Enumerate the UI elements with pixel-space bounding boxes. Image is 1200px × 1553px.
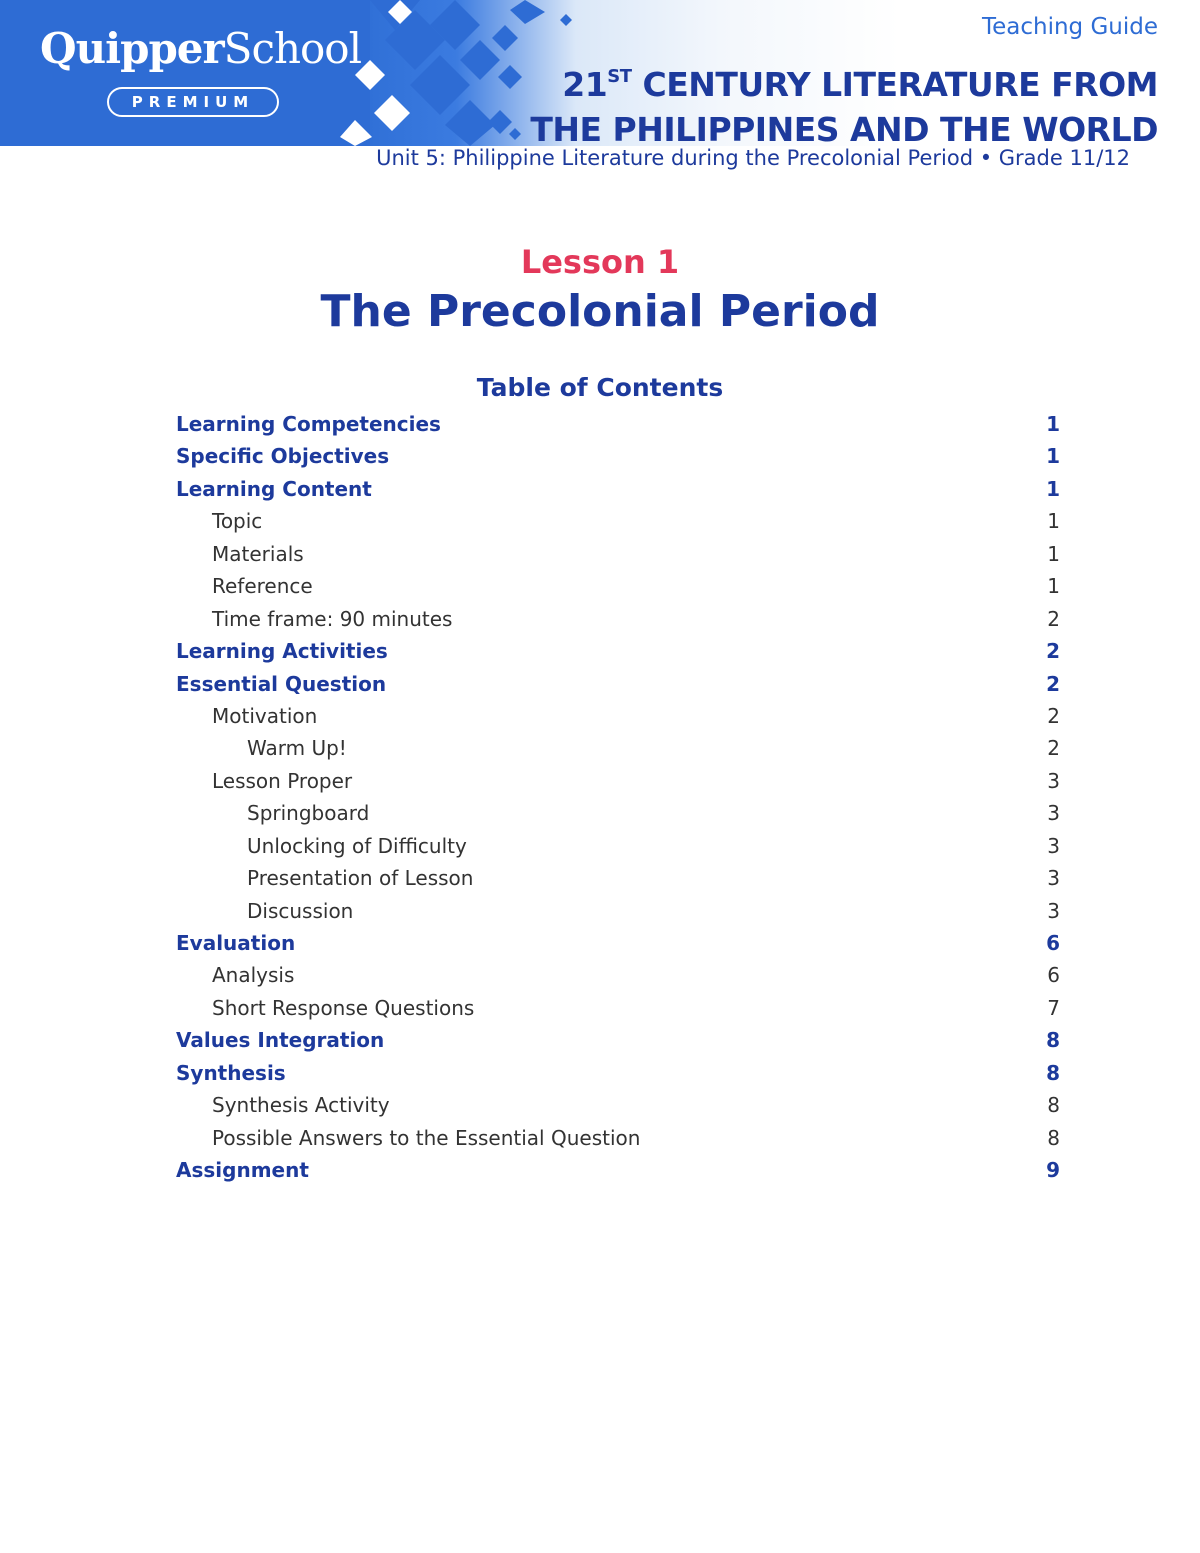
premium-badge: PREMIUM <box>107 87 279 117</box>
course-title-line2: THE PHILIPPINES AND THE WORLD <box>530 110 1158 146</box>
header-banner <box>0 0 1200 146</box>
toc-entry-title[interactable]: Learning Competencies <box>176 412 441 436</box>
course-title-ordinal-num: 21 <box>562 65 608 104</box>
toc-entry-title[interactable]: Discussion <box>247 898 354 923</box>
toc-heading: Table of Contents <box>476 373 724 402</box>
lesson-title: The Precolonial Period <box>320 286 880 337</box>
toc-entry-title[interactable]: Synthesis <box>176 1060 286 1085</box>
toc-entry-page[interactable]: 1 <box>1047 541 1060 566</box>
toc-entry-page[interactable]: 3 <box>1047 801 1060 826</box>
toc-entry-title[interactable]: Materials <box>212 541 304 566</box>
toc-entry-title[interactable]: Springboard <box>247 801 370 826</box>
toc-entry[interactable] <box>176 830 1060 862</box>
toc-entry[interactable] <box>176 538 1060 570</box>
toc-entry-page[interactable]: 1 <box>1046 476 1060 501</box>
toc-entry-page[interactable]: 9 <box>1046 1158 1060 1183</box>
toc-entry-title[interactable]: Unlocking of Difficulty <box>247 833 467 858</box>
toc-entry-title[interactable]: Assignment <box>176 1158 309 1183</box>
toc-entry[interactable] <box>176 440 1060 472</box>
toc-entry-page[interactable]: 1 <box>1046 444 1060 469</box>
toc-entry-page[interactable]: 3 <box>1047 898 1060 923</box>
toc-entry[interactable] <box>176 700 1060 732</box>
toc-entry-page[interactable]: 3 <box>1047 866 1060 891</box>
diamond-pattern-decoration <box>0 0 600 146</box>
course-title <box>530 54 1158 146</box>
toc-entry-title[interactable]: Specific Objectives <box>176 444 390 469</box>
logo-brand-bold: Quipper <box>40 24 224 73</box>
toc-entry-title[interactable]: Lesson Proper <box>212 768 353 793</box>
quipper-school-logo <box>40 24 361 73</box>
toc-entry[interactable] <box>176 603 1060 635</box>
table-of-contents <box>176 408 1060 1187</box>
toc-entry-title[interactable]: Presentation of Lesson <box>247 866 474 891</box>
lesson-number: Lesson 1 <box>520 243 680 281</box>
unit-grade-line: Unit 5: Philippine Literature during the Precolonial Period • Grade 11/12 <box>376 146 1130 170</box>
toc-entry-title[interactable]: Synthesis Activity <box>212 1093 390 1118</box>
toc-entry[interactable] <box>176 765 1060 797</box>
toc-entry[interactable] <box>176 992 1060 1024</box>
course-title-ordinal-suffix: ST <box>607 66 632 87</box>
toc-entry[interactable] <box>176 959 1060 991</box>
toc-entry[interactable] <box>176 1024 1060 1056</box>
toc-entry[interactable] <box>176 570 1060 602</box>
toc-entry[interactable] <box>176 408 1060 440</box>
toc-entry-page[interactable]: 8 <box>1046 1060 1060 1085</box>
logo-brand-light: School <box>223 24 362 73</box>
toc-entry[interactable] <box>176 862 1060 894</box>
teaching-guide-label: Teaching Guide <box>981 14 1158 40</box>
toc-entry-title[interactable]: Topic <box>212 509 263 534</box>
toc-entry[interactable] <box>176 927 1060 959</box>
toc-entry-title[interactable]: Motivation <box>212 703 318 728</box>
toc-entry[interactable] <box>176 473 1060 505</box>
toc-entry-title[interactable]: Short Response Questions <box>212 995 475 1020</box>
toc-entry-page[interactable]: 8 <box>1047 1093 1060 1118</box>
toc-entry-page[interactable]: 6 <box>1047 963 1060 988</box>
course-title-line1-rest: CENTURY LITERATURE FROM <box>631 65 1158 104</box>
course-title-line1 <box>530 54 1158 107</box>
toc-entry-page[interactable]: 1 <box>1046 412 1060 436</box>
toc-entry[interactable] <box>176 1089 1060 1121</box>
toc-entry-page[interactable]: 1 <box>1047 574 1060 599</box>
toc-entry-page[interactable]: 8 <box>1047 1125 1060 1150</box>
toc-entry[interactable] <box>176 1154 1060 1186</box>
toc-entry-page[interactable]: 6 <box>1046 931 1060 955</box>
toc-entry-page[interactable]: 8 <box>1046 1028 1060 1053</box>
toc-entry[interactable] <box>176 895 1060 927</box>
toc-entry-title[interactable]: Time frame: 90 minutes <box>212 606 453 631</box>
toc-entry-page[interactable]: 2 <box>1047 703 1060 728</box>
toc-entry-page[interactable]: 7 <box>1047 995 1060 1020</box>
toc-entry-page[interactable]: 2 <box>1047 606 1060 631</box>
toc-entry-title[interactable]: Possible Answers to the Essential Question <box>212 1125 641 1150</box>
toc-entry-page[interactable]: 3 <box>1047 833 1060 858</box>
toc-entry-title[interactable]: Learning Activities <box>176 639 388 664</box>
toc-entry-title[interactable]: Evaluation <box>176 931 296 955</box>
toc-entry-page[interactable]: 2 <box>1046 639 1060 664</box>
toc-entry[interactable] <box>176 505 1060 537</box>
toc-entry-title[interactable]: Values Integration <box>176 1028 385 1053</box>
toc-entry-page[interactable]: 1 <box>1047 509 1060 534</box>
toc-entry[interactable] <box>176 668 1060 700</box>
toc-entry-page[interactable]: 2 <box>1046 671 1060 696</box>
toc-entry[interactable] <box>176 1122 1060 1154</box>
toc-entry-page[interactable]: 3 <box>1047 768 1060 793</box>
toc-entry[interactable] <box>176 797 1060 829</box>
toc-entry-title[interactable]: Essential Question <box>176 671 387 696</box>
toc-entry[interactable] <box>176 1057 1060 1089</box>
toc-entry-title[interactable]: Reference <box>212 574 313 599</box>
toc-entry[interactable] <box>176 732 1060 764</box>
toc-entry-title[interactable]: Learning Content <box>176 476 372 501</box>
toc-entry-title[interactable]: Analysis <box>212 963 295 988</box>
toc-entry-page[interactable]: 2 <box>1047 736 1060 761</box>
toc-entry-title[interactable]: Warm Up! <box>247 736 347 761</box>
toc-entry[interactable] <box>176 635 1060 667</box>
